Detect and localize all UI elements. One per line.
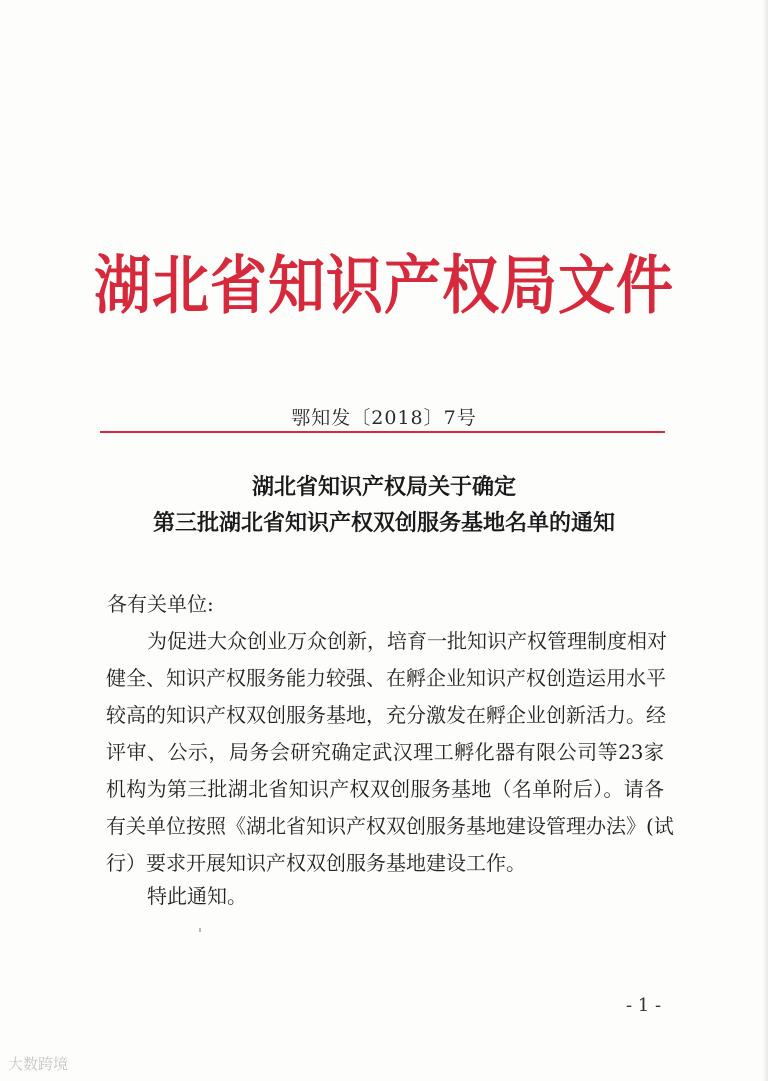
body-line-6: 有关单位按照《湖北省知识产权双创服务基地建设管理办法》(试 <box>106 814 674 838</box>
body-line-3: 较高的知识产权双创服务基地，充分激发在孵企业创新活力。经 <box>106 703 666 727</box>
document-number: 鄂知发〔2018〕7号 <box>291 407 477 429</box>
watermark-text: 大数跨境 <box>8 1055 69 1073</box>
document-title-line-2: 第三批湖北省知识产权双创服务基地名单的通知 <box>152 511 615 536</box>
body-line-2: 健全、知识产权服务能力较强、在孵企业知识产权创造运用水平 <box>106 666 666 690</box>
salutation: 各有关单位: <box>107 592 214 616</box>
page-edge-shadow <box>762 0 768 1081</box>
scan-speck <box>199 928 201 932</box>
document-title-line-1: 湖北省知识产权局关于确定 <box>251 475 516 500</box>
body-line-4: 评审、公示，局务会研究确定武汉理工孵化器有限公司等23家 <box>106 740 664 764</box>
page-number: - 1 - <box>626 995 662 1016</box>
issuing-authority-header: 湖北省知识产权局文件 <box>94 249 674 323</box>
body-line-5: 机构为第三批湖北省知识产权双创服务基地（名单附后）。请各 <box>106 777 664 801</box>
body-line-1: 为促进大众创业万众创新，培育一批知识产权管理制度相对 <box>147 629 667 653</box>
body-line-7: 行）要求开展知识产权双创服务基地建设工作。 <box>106 851 526 875</box>
closing-remark: 特此通知。 <box>147 884 247 908</box>
red-divider-line <box>100 431 665 433</box>
